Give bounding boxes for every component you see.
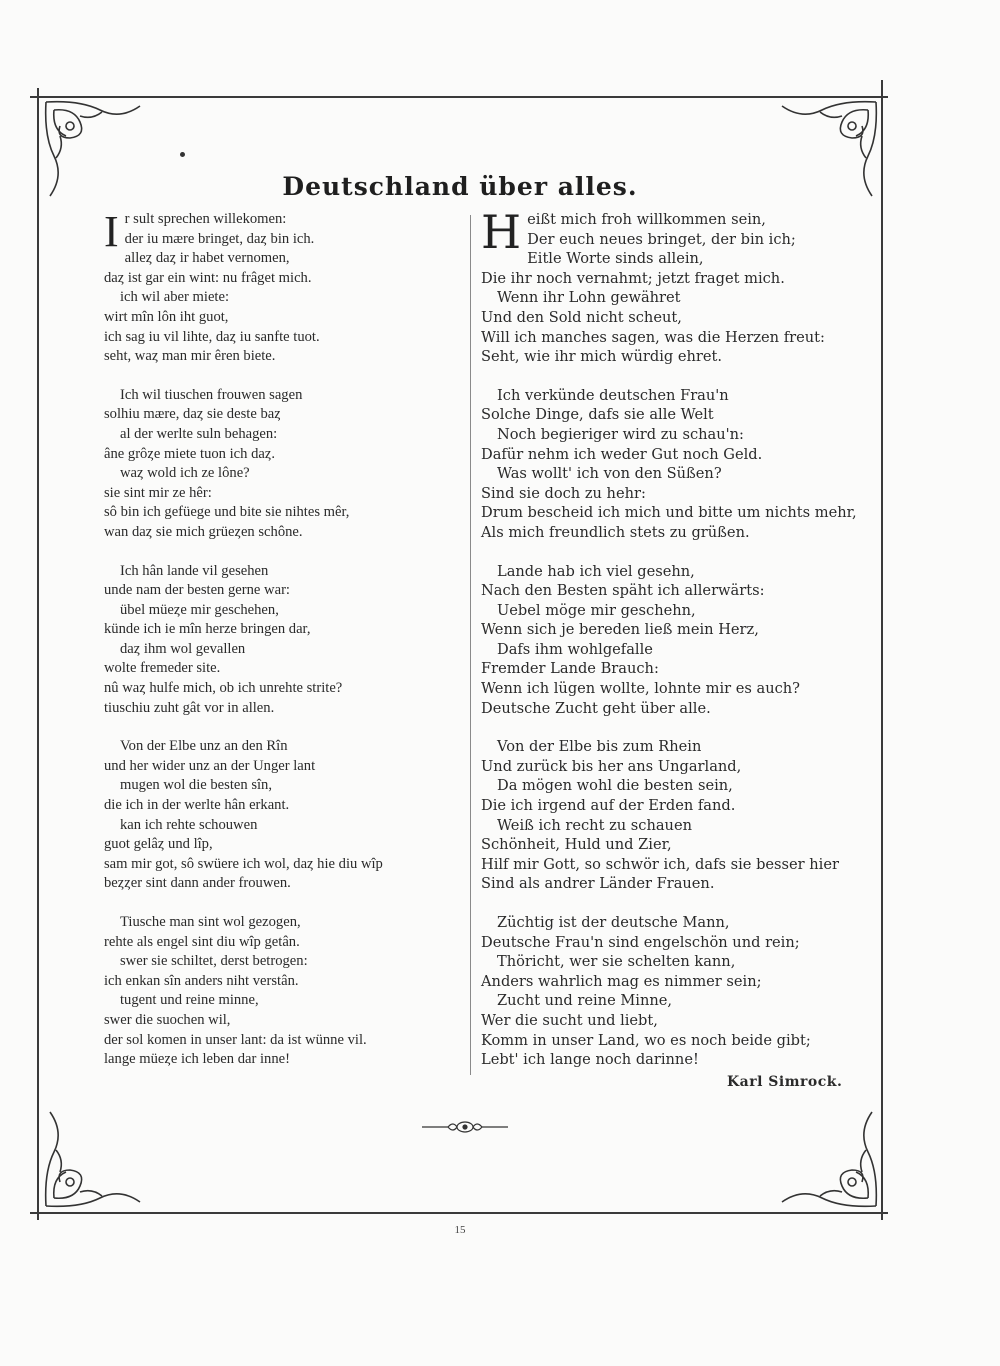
poem-line: sam mir got, sô swüere ich wol, daȥ hie diu wîp [104,855,383,872]
poem-line: daȥ ihm wol gevallen [120,640,246,657]
frame-right-line [881,80,883,1220]
stanza [104,737,464,894]
poem-line: ich enkan sîn anders niht verstân. [104,972,299,989]
stanza [481,913,841,1070]
left-poem [104,207,464,1089]
poem-line: Eitle Worte sinds allein, [527,250,704,268]
ink-dot [180,152,185,157]
poem-line: Züchtig ist der deutsche Mann, [497,914,730,931]
poem-line: die ich in der werlte hân erkant. [104,797,290,814]
poem-line: Wenn sich je bereden ließ mein Herz, [481,621,759,639]
poem-line: mugen wol die besten sîn, [120,777,272,794]
poem-line: Und zurück bis her ans Ungarland, [481,757,742,775]
poem-line: kan ich rehte schouwen [120,816,258,833]
poem-line: ich sag iu vil lihte, daȥ iu sanfte tuot. [104,328,320,345]
poem-line: Seht, wie ihr mich würdig ehret. [481,348,723,366]
poem-line: Deutsche Zucht geht über alle. [481,699,711,717]
frame-left-line [37,88,39,1220]
poem-line: der sol komen in unser lant: da ist wünne vil. [104,1031,367,1048]
frame-bottom-line [30,1212,888,1214]
poem-line: âne grôȥe miete tuon ich daȥ. [104,445,275,462]
stanza [104,207,464,367]
poem-line: Was wollt' ich von den Süßen? [497,465,722,483]
corner-ornament-icon [772,1102,882,1212]
poem-line: Ich wil tiuschen frouwen sagen [120,386,303,403]
stanza [481,737,841,894]
poem-line: wan daȥ sie mich grüeȥen schône. [104,523,303,540]
poem-line: Wenn ich lügen wollte, lohnte mir es auch? [481,680,801,698]
column-divider [470,215,471,1075]
poem-line: Dafür nehm ich weder Gut noch Geld. [481,445,763,463]
poem-line-text: r sult sprechen willekomen: [124,211,287,227]
center-ornament-icon [420,1117,510,1137]
poem-line: Anders wahrlich mag es nimmer sein; [481,972,762,990]
poem-line: daȥ ist gar ein wint: nu frâget mich. [104,269,312,286]
poem-line: Von der Elbe bis zum Rhein [497,738,702,756]
drop-cap: I [104,207,119,256]
poem-line: künde ich ie mîn herze bringen dar, [104,621,311,638]
poem-line: sô bin ich gefüege und bite sie nihtes mêr, [104,504,350,521]
frame-top-line [30,96,888,98]
poem-line: tugent und reine minne, [120,992,259,1009]
poem-line: solhiu mære, daȥ sie deste baȥ [104,406,281,423]
poem-line: ich wil aber miete: [120,289,230,306]
poem-line: al der werlte suln behagen: [120,425,278,442]
poem-line: Weiß ich recht zu schauen [497,816,692,834]
poem-line: Fremder Lande Brauch: [481,660,659,678]
poem-line: Sind sie doch zu hehr: [481,484,646,502]
poem-line: Hilf mir Gott, so schwör ich, dafs sie besser hier [481,855,839,873]
poem-line: Uebel möge mir geschehn, [497,601,696,619]
poem-line: Da mögen wohl die besten sein, [497,777,733,795]
poem-line: nû waȥ hulfe mich, ob ich unrehte strite? [104,680,343,697]
poem-line: Sind als andrer Länder Frauen. [481,875,715,893]
poem-line: Ich verkünde deutschen Frau'n [497,386,729,404]
poem-line: wirt mîn lôn iht guot, [104,308,229,325]
poem-line: Will ich manches sagen, was die Herzen freut: [481,328,825,346]
poem-line: Komm in unser Land, wo es noch beide gibt; [481,1031,811,1049]
corner-ornament-icon [40,1102,150,1212]
right-poem [481,205,857,1089]
poem-line: Drum bescheid ich mich und bitte um nichts mehr, [481,504,857,522]
poem-line: sie sint mir ze hêr: [104,484,212,501]
poem-line: lange müeȥe ich leben dar inne! [104,1051,290,1068]
poem-line: und her wider unz an der Unger lant [104,757,316,774]
poem-line: wolte fremeder site. [104,660,221,677]
stanza [481,562,841,719]
poem-line: swer sie schiltet, derst betrogen: [120,953,308,970]
poem-line: Von der Elbe unz an den Rîn [120,738,288,755]
poem-line-text: eißt mich froh willkommen sein, [527,211,766,228]
poem-line: Deutsche Frau'n sind engelschön und rein; [481,933,800,951]
poem-line: waȥ wold ich ze lône? [120,465,250,482]
poem-line: Als mich freundlich stets zu grüßen. [481,523,750,541]
poem-line: Die ihr noch vernahmt; jetzt fraget mich. [481,269,785,287]
drop-cap: H [481,205,522,259]
poem-line: Wenn ihr Lohn gewähret [497,289,681,307]
poem-line: Nach den Besten späht ich allerwärts: [481,582,765,600]
poem-line: Solche Dinge, dafs sie alle Welt [481,406,714,424]
poem-line: Lebt' ich lange noch darinne! [481,1051,699,1069]
poem-line: seht, waȥ man mir êren biete. [104,348,276,365]
poem-line: guot gelâȥ und lîp, [104,836,213,853]
stanza [481,205,841,367]
stanza [481,386,857,543]
page-number: 15 [454,1224,466,1236]
poem-line: Der euch neues bringet, der bin ich; [527,230,796,248]
poem-line: Lande hab ich viel gesehn, [497,562,695,580]
poem-line: Dafs ihm wohlgefalle [497,640,653,658]
stanza [104,913,464,1070]
poem-line: Schönheit, Huld und Zier, [481,836,672,854]
poem-line: übel müeȥe mir geschehen, [120,601,279,618]
poem-line: Und den Sold nicht scheut, [481,308,682,326]
poem-line: Noch begieriger wird zu schau'n: [497,425,744,443]
poem-line: tiuschiu zuht gât vor in allen. [104,699,275,716]
poem-line: der iu mære bringet, daȥ bin ich. [124,230,315,247]
author-signature: Karl Simrock. [727,1074,843,1090]
poem-line: Die ich irgend auf der Erden fand. [481,797,736,815]
poem-line: swer die suochen wil, [104,1011,231,1028]
poem-line: Thöricht, wer sie schelten kann, [497,953,736,971]
poem-line: alleȥ daȥ ir habet vernomen, [124,250,290,267]
poem-line: Tiusche man sint wol gezogen, [120,914,301,930]
poem-line: beȥȥer sint dann ander frouwen. [104,875,291,892]
page-title: Deutschland über alles. [282,172,638,201]
poem-line: unde nam der besten gerne war: [104,582,290,599]
poem-line: Wer die sucht und liebt, [481,1011,658,1029]
poem-line: rehte als engel sint diu wîp getân. [104,933,300,950]
stanza [104,562,464,719]
poem-line: Ich hân lande vil gesehen [120,562,269,579]
stanza [104,386,464,543]
poem-line: Zucht und reine Minne, [497,992,673,1010]
